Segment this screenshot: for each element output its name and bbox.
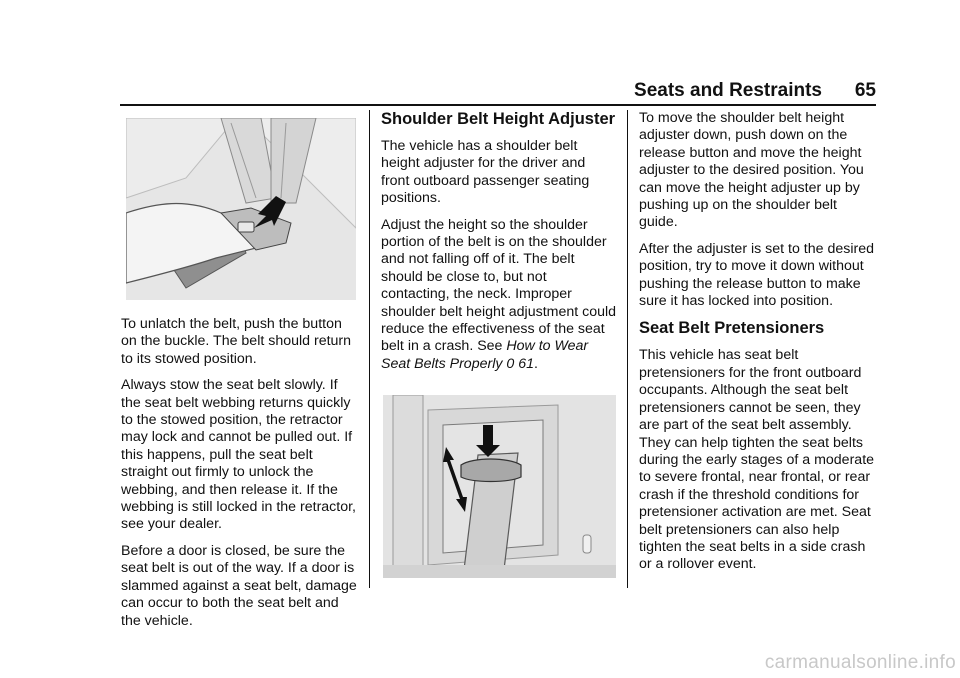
site-watermark: carmanualsonline.info <box>764 652 956 673</box>
paragraph: To unlatch the belt, push the button on the buckle. The belt should return to its stowed position. <box>121 316 352 367</box>
paragraph: The vehicle has a shoulder belt height adjuster for the driver and front outboard passenger seating positions. <box>381 138 590 207</box>
page-header <box>120 80 876 106</box>
paragraph: Before a door is closed, be sure the seat belt is out of the way. If a door is slammed against a seat belt, damage can occur to both the seat belt and the vehicle. <box>121 542 357 629</box>
buckle-release-illustration <box>126 118 356 300</box>
section-heading: Seat Belt Pretensioners <box>639 319 825 338</box>
page-number: 65 <box>854 80 876 101</box>
paragraph: Always stow the seat belt slowly. If the seat belt webbing returns quickly to the stowed position, the retractor may lock and cannot be pulled out. If this happens, pull the seat belt straight out firmly to unlock the webbing, and then release it. If the webbing is still locked in the retractor, see your dealer. <box>121 377 356 533</box>
column-left <box>121 110 361 639</box>
paragraph: To move the shoulder belt height adjuster down, push down on the release button and move the height adjuster to the desired position. You can move the height adjuster up by pushing up on the shoulder belt guide. <box>639 110 864 231</box>
cross-reference-link[interactable]: How to Wear Seat Belts Properly <box>381 338 589 372</box>
section-heading: Shoulder Belt Height Adjuster <box>381 110 616 128</box>
cross-reference-page: 61 <box>518 355 535 372</box>
column-middle <box>381 110 617 578</box>
page-ref-icon: 0 <box>506 355 515 372</box>
section-title: Seats and Restraints <box>634 80 822 101</box>
column-divider <box>627 110 628 588</box>
paragraph: Adjust the height so the shoulder portion of the belt is on the shoulder and not falling off of it. The belt should be close to, but not contacting, the neck. Improper shoulder belt height adjustment could reduce the effectiveness of the seat belt in a crash. See How to Wear Seat Belts Properly 0 61. <box>381 216 617 372</box>
height-adjuster-illustration <box>383 395 616 578</box>
column-divider <box>369 110 370 588</box>
paragraph: This vehicle has seat belt pretensioners for the front outboard occupants. Although the seat belt pretensioners cannot be seen, they are part of the seat belt assembly. They can help tighten the seat belts during the early stages of a moderate to severe frontal, near frontal, or rear crash if the threshold conditions for pretensioner activation are met. Seat belt pretensioners can also help tighten the seat belts in a side crash or a rollover event. <box>639 347 875 573</box>
column-right <box>639 110 879 583</box>
paragraph: After the adjuster is set to the desired position, try to move it down without pushing the release button to make sure it has locked into position. <box>639 240 875 310</box>
